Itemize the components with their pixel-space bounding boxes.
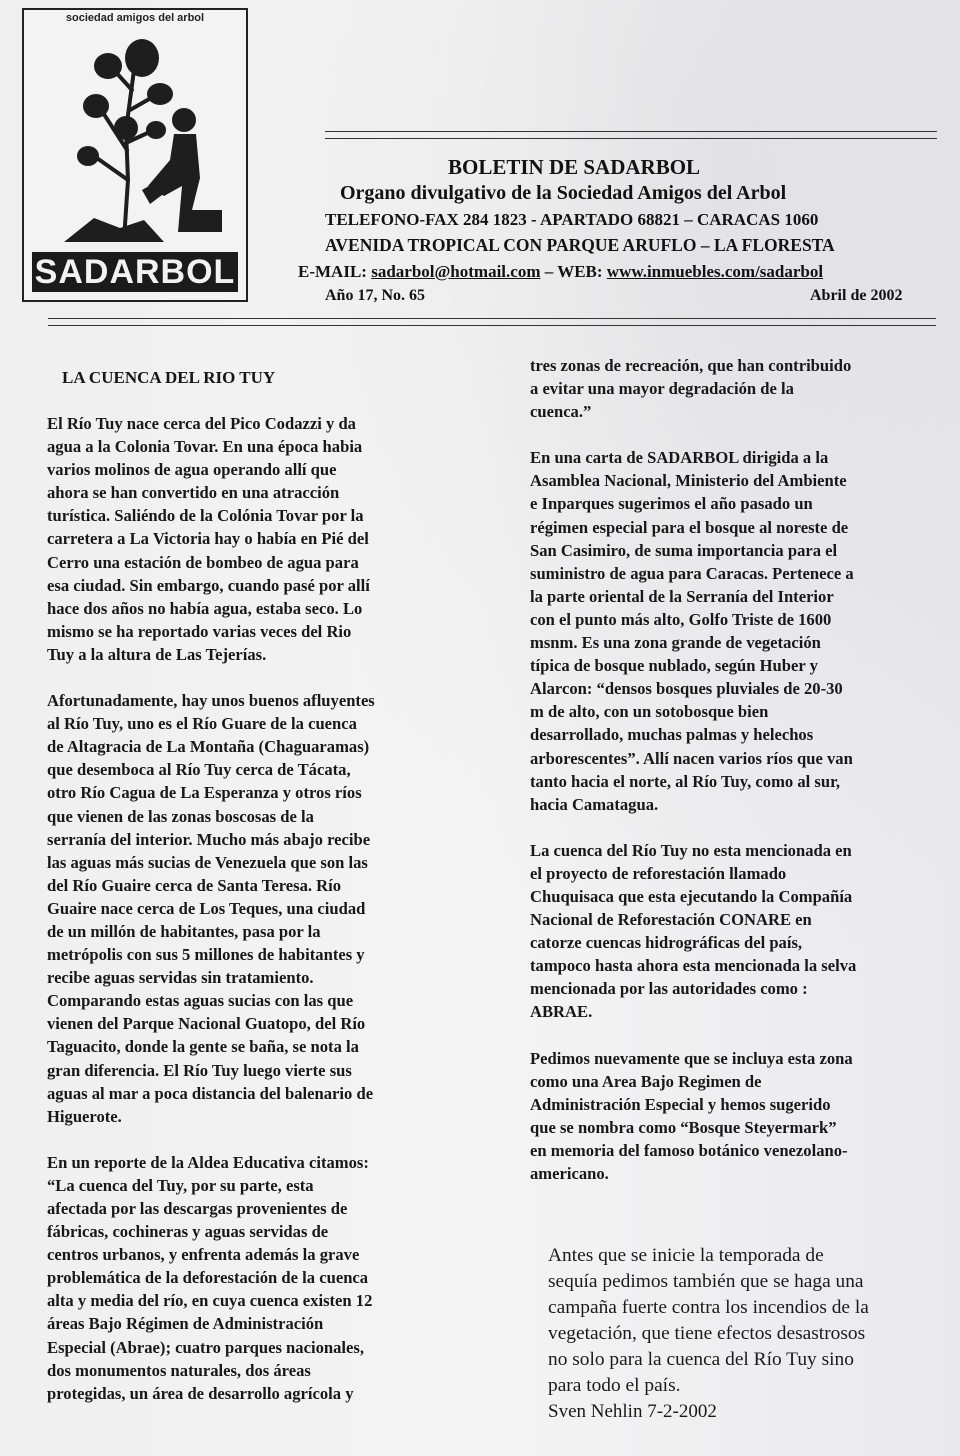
paragraph-gap: [47, 666, 375, 689]
text-line: Afortunadamente, hay unos buenos afluyentes: [47, 691, 375, 711]
left-column: [47, 412, 375, 1405]
text-line: americano.: [530, 1164, 609, 1183]
text-line: serranía del interior. Mucho más abajo recibe: [47, 829, 371, 849]
text-line: Cerro una estación de bombeo de agua para: [47, 552, 359, 572]
text-line: campaña fuerte contra los incendios de la: [548, 1297, 869, 1318]
text-line: En una carta de SADARBOL dirigida a la: [530, 448, 829, 468]
paragraph-gap: [530, 423, 856, 446]
email-label: E-MAIL:: [298, 262, 367, 281]
issue-number: Año 17, No. 65: [325, 287, 426, 304]
text-line: tampoco hasta ahora esta mencionada la selva: [530, 956, 857, 976]
header-bottom-rule: [48, 318, 936, 326]
text-line: recibe aguas servidas sin tratamiento.: [47, 968, 314, 988]
text-line: San Casimiro, de suma importancia para el: [530, 540, 838, 560]
text-line: Higuerote.: [47, 1106, 122, 1126]
text-line: ABRAE.: [530, 1002, 593, 1022]
text-line: vegetación, que tiene efectos desastrosos: [548, 1323, 866, 1344]
text-line: del Río Guaire cerca de Santa Teresa. Río: [47, 875, 342, 895]
text-line: Guaire nace cerca de Los Teques, una ciudad: [47, 898, 366, 918]
text-line: aguas al mar a poca distancia del balenario de: [47, 1083, 374, 1103]
issue-date: Abril de 2002: [810, 287, 903, 304]
final-paragraph: [548, 1243, 869, 1399]
text-line: el proyecto de reforestación llamado: [530, 863, 787, 883]
text-line: sequía pedimos también que se haga una: [548, 1271, 864, 1292]
text-line: Pedimos nuevamente que se incluya esta zona: [530, 1048, 853, 1068]
text-line: dos monumentos naturales, dos áreas: [47, 1360, 311, 1380]
text-line: En un reporte de la Aldea Educativa citamos:: [47, 1152, 369, 1172]
text-line: régimen especial para el bosque al noreste de: [530, 517, 849, 537]
text-line: Comparando estas aguas sucias con las que: [47, 991, 354, 1011]
text-line: “La cuenca del Tuy, por su parte, esta: [47, 1175, 314, 1195]
text-line: que se nombra como “Bosque Steyermark”: [530, 1117, 837, 1137]
text-line: tanto hacia el norte, al Río Tuy, como al sur,: [530, 771, 841, 791]
text-line: hace dos años no había agua, estaba seco. Lo: [47, 598, 363, 618]
paragraph-gap: [530, 816, 856, 839]
text-line: cuenca.”: [530, 402, 592, 422]
text-line: Chuquisaca que esta ejecutando la Compañía: [530, 886, 853, 906]
text-line: de Altagracia de La Montaña (Chaguaramas): [47, 737, 370, 757]
bulletin-title: BOLETIN DE SADARBOL: [448, 155, 701, 179]
text-line: protegidas, un área de desarrollo agrícola y: [47, 1383, 354, 1403]
text-line: la parte oriental de la Serranía del Interior: [530, 586, 834, 606]
text-line: problemática de la deforestación de la cuenca: [47, 1268, 369, 1288]
text-line: en memoria del famoso botánico venezolano-: [530, 1140, 848, 1160]
logo-org-name: sociedad amigos del arbol: [65, 12, 205, 24]
text-line: Administración Especial y hemos sugerido: [530, 1094, 831, 1114]
text-line: no solo para la cuenca del Río Tuy sino: [548, 1349, 854, 1370]
text-line: Asamblea Nacional, Ministerio del Ambiente: [530, 471, 847, 491]
text-line: varios molinos de agua operando allí que: [47, 460, 337, 480]
street-address-line: AVENIDA TROPICAL CON PARQUE ARUFLO – LA FLORESTA: [325, 235, 835, 255]
text-line: desarrollado, muchas palmas y helechos: [530, 725, 814, 745]
text-line: las aguas más sucias de Venezuela que son las: [47, 852, 368, 872]
text-line: suministro de agua para Caracas. Pertenece a: [530, 563, 854, 583]
article-title: LA CUENCA DEL RIO TUY: [62, 368, 276, 387]
text-line: como una Area Bajo Regimen de: [530, 1071, 762, 1091]
text-line: esa ciudad. Sin embargo, cuando pasé por allí: [47, 575, 370, 595]
text-line: otro Río Cagua de La Esperanza y otros ríos: [47, 783, 362, 803]
text-line: de un millón de habitantes, pasa por la: [47, 921, 321, 941]
text-line: centros urbanos, y enfrenta además la grave: [47, 1245, 360, 1265]
text-line: Alarcon: “densos bosques pluviales de 20-30: [530, 679, 843, 699]
text-line: turística. Saliéndo de la Colónia Tovar por la: [47, 506, 364, 526]
logo-wordmark: SADARBOL: [32, 252, 238, 292]
contact-line: [298, 262, 823, 282]
text-line: agua a la Colonia Tovar. En una época habia: [47, 437, 363, 457]
text-line: Taguacito, donde la gente se baña, se nota la: [47, 1037, 359, 1057]
text-line: a evitar una mayor degradación de la: [530, 379, 794, 399]
paragraph-gap: [530, 1024, 856, 1047]
text-line: tres zonas de recreación, que han contribuido: [530, 356, 852, 375]
text-line: El Río Tuy nace cerca del Pico Codazzi y da: [47, 414, 356, 433]
text-line: m de alto, con un sotobosque bien: [530, 702, 769, 722]
text-line: fábricas, cochineras y aguas servidas de: [47, 1222, 329, 1242]
text-line: mencionada por las autoridades como :: [530, 979, 808, 999]
web-link[interactable]: www.inmuebles.com/sadarbol: [606, 262, 824, 281]
text-line: mismo se ha reportado varias veces del Rio: [47, 621, 352, 641]
text-line: Antes que se inicie la temporada de: [548, 1245, 824, 1266]
text-line: hacia Camatagua.: [530, 794, 659, 814]
text-line: arborescentes”. Allí nacen varios ríos que van: [530, 748, 853, 768]
text-line: msnm. Es una zona grande de vegetación: [530, 633, 821, 653]
text-line: que vienen de las zonas boscosas de la: [47, 806, 314, 826]
text-line: gran diferencia. El Río Tuy luego vierte sus: [47, 1060, 352, 1080]
text-line: metrópolis con sus 5 millones de habitantes y: [47, 945, 365, 965]
right-column: [530, 354, 856, 1185]
bulletin-subtitle: Organo divulgativo de la Sociedad Amigos del Arbol: [340, 182, 787, 204]
text-line: áreas Bajo Régimen de Administración: [47, 1314, 324, 1334]
text-line: e Inparques sugerimos el año pasado un: [530, 494, 813, 514]
email-link[interactable]: sadarbol@hotmail.com: [371, 262, 541, 281]
web-label: – WEB:: [544, 262, 603, 281]
text-line: que desemboca al Río Tuy cerca de Tácata,: [47, 760, 351, 780]
text-line: vienen del Parque Nacional Guatopo, del Río: [47, 1014, 366, 1034]
text-line: Nacional de Reforestación CONARE en: [530, 910, 812, 930]
text-line: La cuenca del Río Tuy no esta mencionada en: [530, 840, 852, 860]
signature: Sven Nehlin 7-2-2002: [548, 1401, 717, 1422]
text-line: para todo el país.: [548, 1375, 681, 1396]
text-line: afectada por las descargas provenientes de: [47, 1199, 348, 1218]
text-line: al Río Tuy, uno es el Río Guare de la cuenca: [47, 714, 357, 734]
text-line: Tuy a la altura de Las Tejerías.: [47, 644, 267, 664]
text-line: Especial (Abrae); cuatro parques nacionales,: [47, 1337, 364, 1357]
text-line: carretera a La Victoria hay o había en Pié del: [47, 529, 369, 549]
header-top-rule: [325, 131, 937, 139]
text-line: típica de bosque nublado, según Huber y: [530, 656, 818, 676]
text-line: ahora se han convertido en una atracción: [47, 483, 340, 503]
text-line: catorze cuencas hidrográficas del país,: [530, 933, 803, 953]
phone-address-line: TELEFONO-FAX 284 1823 - APARTADO 68821 – CARACAS 1060: [325, 210, 819, 229]
sadarbol-logo: [22, 8, 248, 302]
text-line: alta y media del río, en cuya cuenca existen 12: [47, 1291, 373, 1311]
paragraph-gap: [47, 1128, 375, 1151]
text-line: con el punto más alto, Golfo Triste de 1600: [530, 609, 832, 629]
